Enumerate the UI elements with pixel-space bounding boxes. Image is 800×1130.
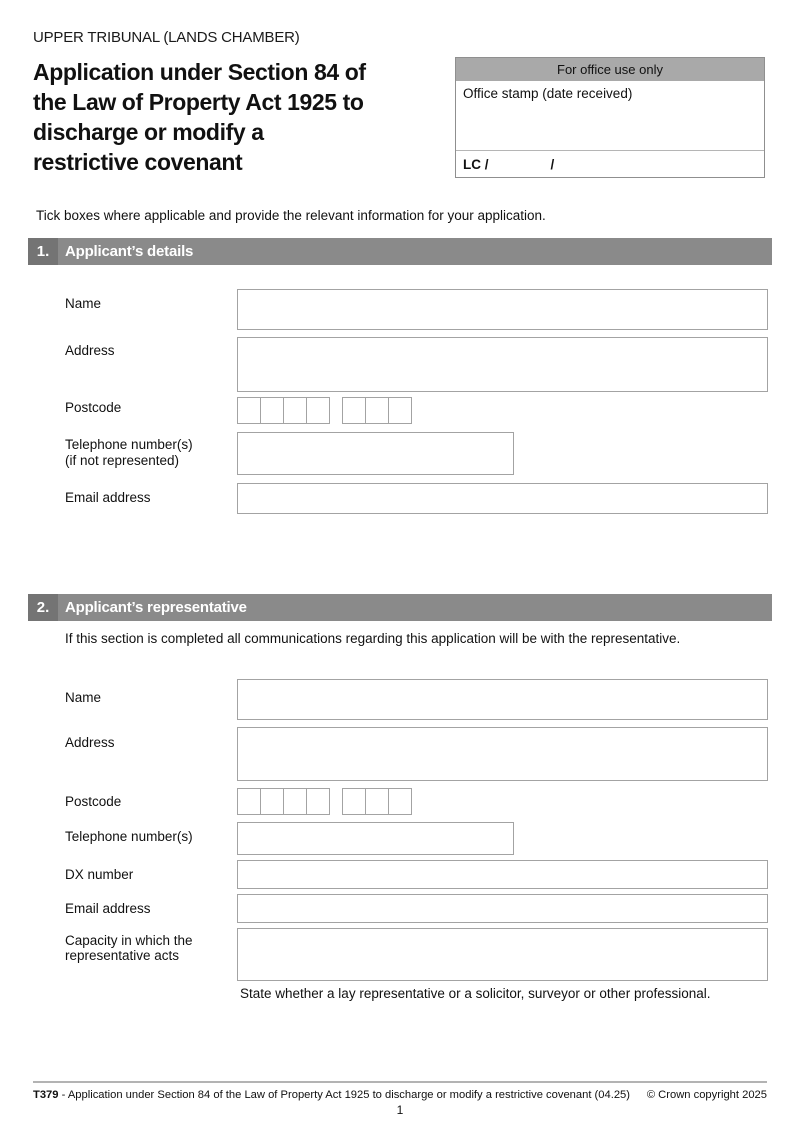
rep-address-input[interactable] [237,727,768,781]
rep-postcode-row [237,788,412,815]
form-title-line: discharge or modify a [33,119,264,145]
form-title [33,57,443,177]
rep-dx-label: DX number [65,867,134,882]
rep-email-label: Email address [65,901,151,916]
applicant-name-input[interactable] [237,289,768,330]
applicant-email-label: Email address [65,490,151,505]
case-ref-separator: / [550,156,555,172]
footer-form-code: T379 [33,1089,59,1101]
instruction-text: Tick boxes where applicable and provide the relevant information for your application. [36,208,546,223]
form-title-line: the Law of Property Act 1925 to [33,89,364,115]
rep-telephone-input[interactable] [237,822,514,855]
applicant-address-label: Address [65,343,115,358]
postcode-cell[interactable] [365,788,389,815]
postcode-cell[interactable] [342,788,366,815]
section-2-bar [28,594,772,621]
postcode-cell[interactable] [237,788,261,815]
postcode-cell[interactable] [365,397,389,424]
postcode-cell[interactable] [342,397,366,424]
rep-capacity-label-line1: Capacity in which the [65,933,193,948]
applicant-telephone-label: Telephone number(s) [65,437,193,452]
footer-copyright: © Crown copyright 2025 [646,1089,767,1101]
office-use-header: For office use only [456,58,764,81]
office-stamp-area [456,81,764,150]
rep-telephone-label: Telephone number(s) [65,829,193,844]
section-2-number: 2. [28,594,58,621]
applicant-telephone-note: (if not represented) [65,453,180,468]
section-1-bar [28,238,772,265]
office-stamp-label: Office stamp (date received) [463,86,633,101]
rep-email-input[interactable] [237,894,768,923]
rep-name-input[interactable] [237,679,768,720]
form-title-line: restrictive covenant [33,149,243,175]
applicant-email-input[interactable] [237,483,768,514]
postcode-cell[interactable] [237,397,261,424]
case-reference-row [456,150,764,177]
applicant-postcode-row [237,397,412,424]
postcode-cell[interactable] [388,397,412,424]
section-1-title: Applicant’s details [65,243,194,260]
section-2-intro: If this section is completed all communications regarding this application will be with the representative. [65,631,681,646]
postcode-cell[interactable] [283,397,307,424]
tribunal-header: UPPER TRIBUNAL (LANDS CHAMBER) [33,29,300,46]
footer-form-description: - Application under Section 84 of the Law of Property Act 1925 to discharge or modify a restrictive covenant (04.25) [58,1089,631,1101]
postcode-outward-group [237,788,330,815]
rep-capacity-label-line2: representative acts [65,948,180,963]
section-2-title: Applicant’s representative [65,599,247,616]
footer [33,1089,767,1101]
postcode-outward-group [237,397,330,424]
rep-postcode-label: Postcode [65,794,122,809]
postcode-cell[interactable] [306,788,330,815]
rep-name-label: Name [65,690,102,705]
case-ref-prefix: LC / [463,156,489,172]
applicant-address-input[interactable] [237,337,768,392]
footer-form-reference [33,1089,630,1101]
postcode-cell[interactable] [306,397,330,424]
rep-address-label: Address [65,735,115,750]
page-number: 1 [396,1103,404,1117]
section-1-number: 1. [28,238,58,265]
rep-dx-input[interactable] [237,860,768,889]
applicant-telephone-input[interactable] [237,432,514,475]
applicant-name-label: Name [65,296,102,311]
office-use-box [455,57,765,178]
postcode-inward-group [342,397,412,424]
footer-divider [33,1081,767,1083]
rep-capacity-hint: State whether a lay representative or a solicitor, surveyor or other professional. [240,986,711,1001]
postcode-cell[interactable] [260,788,284,815]
form-title-line: Application under Section 84 of [33,59,366,85]
postcode-cell[interactable] [260,397,284,424]
rep-capacity-input[interactable] [237,928,768,981]
postcode-cell[interactable] [388,788,412,815]
applicant-postcode-label: Postcode [65,400,122,415]
postcode-cell[interactable] [283,788,307,815]
postcode-inward-group [342,788,412,815]
